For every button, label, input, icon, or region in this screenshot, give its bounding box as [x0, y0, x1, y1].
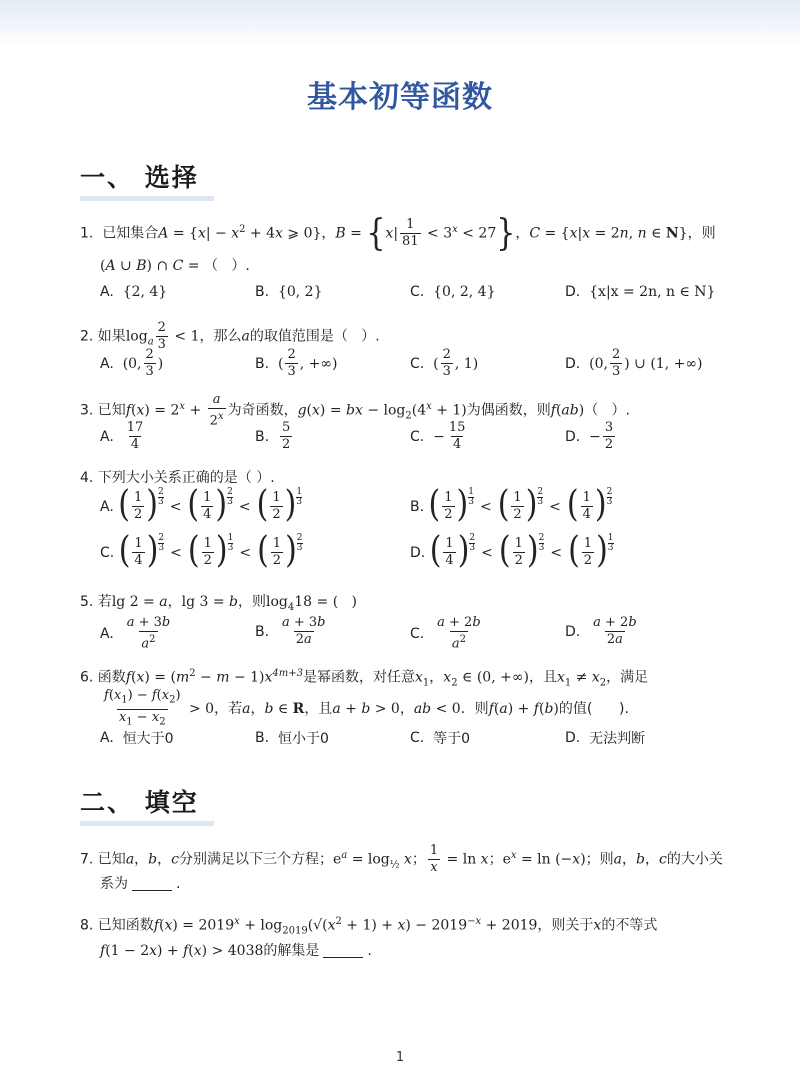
q5-option-a[interactable]: A. $\frac{a + 3b}{a^2}$ [100, 615, 171, 652]
q1-line-2: (A ∪ B) ∩ C = （ ）. [100, 258, 250, 274]
q3-option-c[interactable]: C. − $\frac{15}{4}$ [410, 420, 466, 452]
q3-option-d[interactable]: D. − $\frac{3}{2}$ [565, 420, 614, 452]
q6-option-d[interactable]: D. 无法判断 [565, 730, 646, 747]
q1-option-c[interactable]: C. {0, 2, 4} [410, 284, 496, 300]
q5-option-b[interactable]: B. $\frac{a + 3b}{2a}$ [255, 615, 326, 647]
q4-stem: 4. 下列大小关系正确的是（ ）. [80, 470, 275, 486]
q6-line-2: $\frac{f(x_1) - f(x_2)}{x_1 - x_2}$ > 0，若a，b ∈ R，且a + b > 0，ab < 0．则f(a) + f(b)的值( ). [100, 688, 629, 730]
q5-option-d[interactable]: D. $\frac{a + 2b}{2a}$ [565, 615, 637, 647]
question-number: 1. [80, 225, 94, 242]
q4-option-b[interactable]: B. ( $\frac{1}{2}$ ) 1 3 < ( $\frac{1}{2}$ ) 2 3 < ( $\frac{1}{4}$ ) 2 3 [410, 483, 613, 526]
header-band [0, 0, 800, 46]
q1-option-b[interactable]: B. {0, 2} [255, 284, 323, 300]
q2-option-a[interactable]: A. (0, $\frac{2}{3}$ ) [100, 347, 164, 379]
q2-option-c[interactable]: C. ( $\frac{2}{3}$ , 1) [410, 347, 479, 379]
section-underline [80, 821, 214, 826]
q3-option-a[interactable]: A. $\frac{17}{4}$ [100, 420, 144, 452]
q6-option-b[interactable]: B. 恒小于0 [255, 730, 329, 747]
q2-option-b[interactable]: B. ( $\frac{2}{3}$ , +∞) [255, 347, 338, 379]
q5-stem: 5. 若lg 2 = a，lg 3 = b，则$\log_418$ = ( ) [80, 594, 357, 613]
q4-option-a[interactable]: A. ( $\frac{1}{2}$ ) 2 3 < ( $\frac{1}{4}$ ) 2 3 < ( $\frac{1}{2}$ ) 1 3 [100, 483, 303, 526]
q1-option-d[interactable]: D. {x|x = 2n, n ∈ N} [565, 284, 716, 300]
q1-option-a[interactable]: A. {2, 4} [100, 284, 168, 300]
q6-option-a[interactable]: A. 恒大于0 [100, 730, 174, 747]
q7-line-2: 系为 . [100, 876, 181, 892]
q4-option-d[interactable]: D. ( $\frac{1}{4}$ ) 2 3 < ( $\frac{1}{2}$ ) 2 3 < ( $\frac{1}{2}$ ) 1 3 [410, 529, 614, 572]
section-underline [80, 196, 214, 201]
q4-option-c[interactable]: C. ( $\frac{1}{4}$ ) 2 3 < ( $\frac{1}{2}$ ) 1 3 < ( $\frac{1}{2}$ ) 2 3 [100, 529, 303, 572]
answer-blank[interactable] [132, 890, 172, 891]
q8-line-1: 8. 已知函数$f(x) = 2019^x + \log_{2019}(√(x^2 + 1) + x) - 2019^{-x} + 2019$，则关于x的不等式 [80, 916, 658, 937]
q6-line-1: 6. 函数$f(x) = (m^2 - m - 1)x^{4m+3}$是幂函数，对任意$x_1$，$x_2$ ∈ (0, +∞)，且$x_1 \ne x_2$，满足 [80, 668, 649, 689]
q2-stem: 2. 如果$\log_a$ $\frac{2}{3}$ < 1，那么a的取值范围是（ ）. [80, 320, 380, 352]
q1-line-1: 1. 已知集合$A = \{x| - x^2 + 4x$ ⩾ 0}，B = {x| $\frac{1}{81}$ < $3^x < 27$}，C = {x|x = 2n, n ∈ N}，则 [80, 211, 716, 254]
section-heading-fill: 二、 填空 [80, 788, 199, 817]
q3-option-b[interactable]: B. $\frac{5}{2}$ [255, 420, 291, 452]
answer-blank[interactable] [323, 957, 363, 958]
page-number: 1 [395, 1050, 405, 1065]
q8-line-2: f(1 − 2x) + f(x) > 4038的解集是 . [100, 943, 372, 959]
section-heading-choice: 一、 选择 [80, 163, 199, 192]
q5-option-c[interactable]: C. $\frac{a + 2b}{a^2}$ [410, 615, 481, 652]
page-title: 基本初等函数 [307, 80, 493, 115]
q3-stem: 3. 已知$f(x) = 2^x$ + $\frac{a}{2^x}$ 为奇函数，g(x) = bx − $\log_2(4^x + 1)$为偶函数，则f(ab)（ ）. [80, 392, 631, 429]
q7-line-1: 7. 已知a，b，c分别满足以下三个方程；$e^a = \log_{\frac{1}{2}} x$； $\frac{1}{x}$ = ln x；$e^x = \ln (-x)$；则a，b，c的大小关 [80, 843, 723, 875]
q2-option-d[interactable]: D. (0, $\frac{2}{3}$ ) ∪ (1, +∞) [565, 347, 703, 379]
q6-option-c[interactable]: C. 等于0 [410, 730, 471, 747]
